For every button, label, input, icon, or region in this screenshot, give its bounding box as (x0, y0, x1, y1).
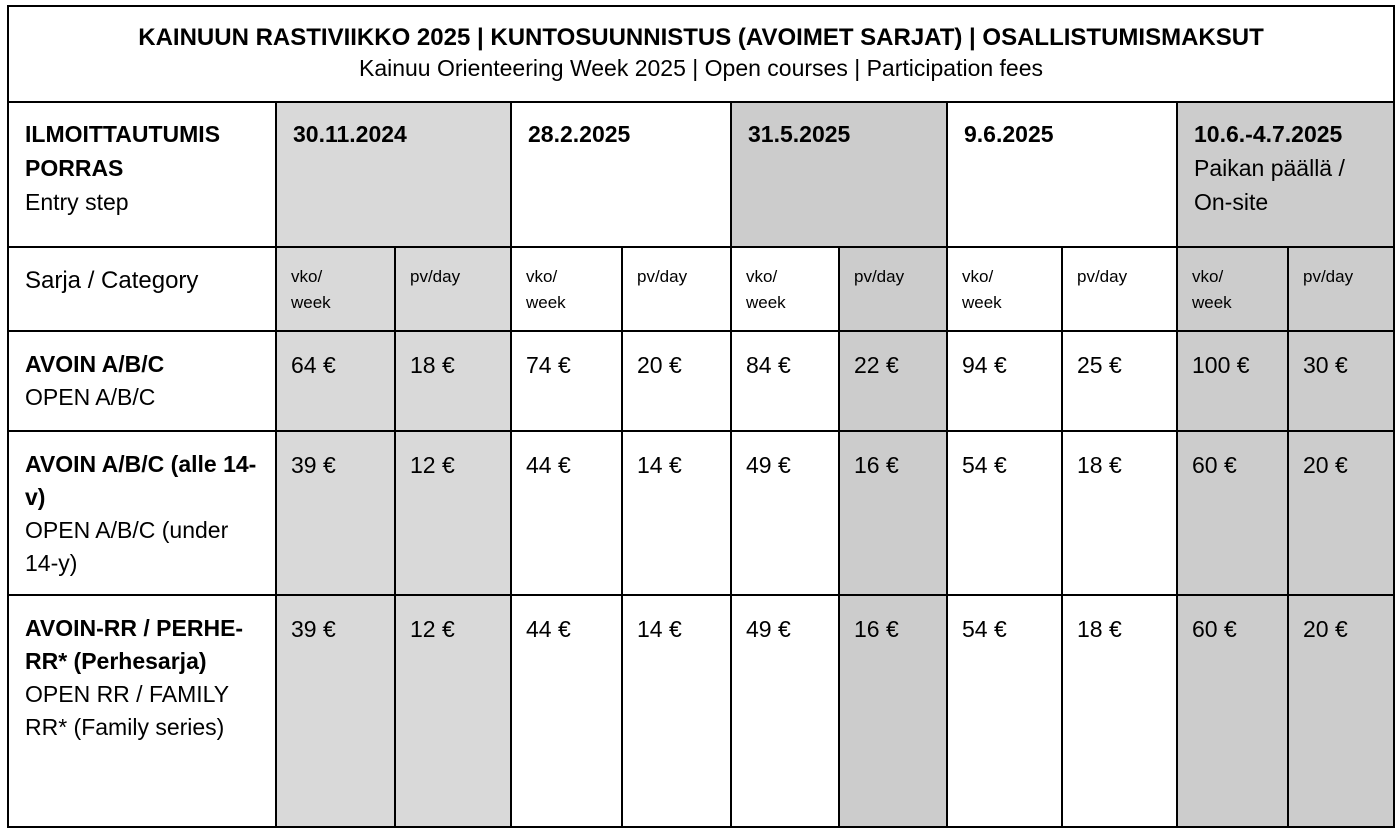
price-cell: 18 € (395, 331, 511, 431)
price-cell: 94 € (947, 331, 1062, 431)
step-3: 31.5.2025 (731, 102, 947, 247)
day-header: pv/day (1062, 247, 1177, 331)
day-header: pv/day (395, 247, 511, 331)
page-subtitle: Kainuu Orienteering Week 2025 | Open courses | Participation fees (358, 55, 1044, 81)
price-cell: 25 € (1062, 331, 1177, 431)
price-cell: 44 € (511, 595, 622, 827)
week-header: vko/ week (1177, 247, 1288, 331)
price-cell: 12 € (395, 431, 511, 595)
row-label: AVOIN A/B/C OPEN A/B/C (8, 331, 276, 431)
price-cell: 12 € (395, 595, 511, 827)
price-cell: 54 € (947, 431, 1062, 595)
price-cell: 18 € (1062, 595, 1177, 827)
week-header: vko/ week (947, 247, 1062, 331)
price-cell: 14 € (622, 595, 731, 827)
table-row (8, 595, 1394, 827)
table-row (8, 331, 1394, 431)
day-header: pv/day (839, 247, 947, 331)
day-header: pv/day (622, 247, 731, 331)
price-cell: 30 € (1288, 331, 1394, 431)
price-cell: 14 € (622, 431, 731, 595)
row-label: AVOIN A/B/C (alle 14-v) OPEN A/B/C (under 14-y) (8, 431, 276, 595)
price-cell: 39 € (276, 595, 395, 827)
price-cell: 60 € (1177, 595, 1288, 827)
title-cell (8, 6, 1394, 102)
table-row (8, 431, 1394, 595)
price-cell: 16 € (839, 595, 947, 827)
step-5: 10.6.-4.7.2025 Paikan päällä / On-site (1177, 102, 1394, 247)
price-cell: 49 € (731, 431, 839, 595)
price-cell: 44 € (511, 431, 622, 595)
step-1: 30.11.2024 (276, 102, 511, 247)
price-cell: 22 € (839, 331, 947, 431)
price-cell: 100 € (1177, 331, 1288, 431)
price-cell: 54 € (947, 595, 1062, 827)
price-cell: 84 € (731, 331, 839, 431)
week-header: vko/ week (276, 247, 395, 331)
price-cell: 39 € (276, 431, 395, 595)
entry-step-label: ILMOITTAUTUMIS PORRAS Entry step (8, 102, 276, 247)
price-cell: 49 € (731, 595, 839, 827)
week-header: vko/ week (511, 247, 622, 331)
step-2: 28.2.2025 (511, 102, 731, 247)
price-cell: 74 € (511, 331, 622, 431)
price-cell: 16 € (839, 431, 947, 595)
price-cell: 20 € (1288, 595, 1394, 827)
week-header: vko/ week (731, 247, 839, 331)
day-header: pv/day (1288, 247, 1394, 331)
price-cell: 64 € (276, 331, 395, 431)
price-cell: 18 € (1062, 431, 1177, 595)
price-cell: 20 € (622, 331, 731, 431)
price-cell: 20 € (1288, 431, 1394, 595)
page-title: KAINUUN RASTIVIIKKO 2025 | KUNTOSUUNNISTUS (AVOIMET SARJAT) | OSALLISTUMISMAKSUT (138, 24, 1264, 51)
price-cell: 60 € (1177, 431, 1288, 595)
row-label: AVOIN-RR / PERHE-RR* (Perhesarja) OPEN RR / FAMILY RR* (Family series) (8, 595, 276, 827)
step-4: 9.6.2025 (947, 102, 1177, 247)
category-header: Sarja / Category (8, 247, 276, 331)
fee-table (7, 5, 1395, 828)
